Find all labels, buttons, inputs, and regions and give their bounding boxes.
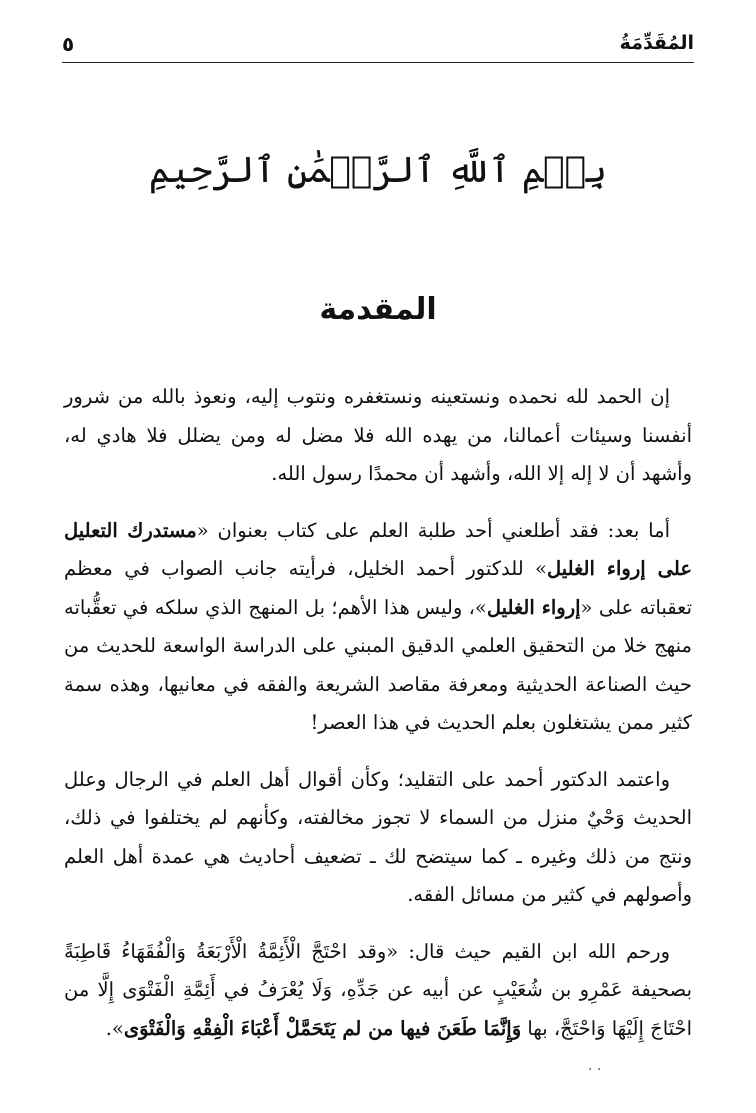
paragraph-2-text-a: أما بعد: فقد أطلعني أحد طلبة العلم على كتاب بعنوان « [196, 518, 670, 542]
quote-close: ». [105, 1016, 124, 1040]
paragraph-2-text-e: »، وليس هذا الأهم؛ بل المنهج الذي سلكه في تعقُّباته منهج خلا من التحقيق العلمي الدقيق المبني على الدراسة الواسعة للحديث من حيث الصناعة الحديثية ومعرفة مقاصد الشريعة والفقه في معانيها، وهذه سمة كثير ممن يشتغلون بعلم الحديث في هذا العصر! [64, 595, 692, 734]
basmala-heading: بِسۡمِ ٱللَّهِ ٱلرَّحۡمَٰنِ ٱلرَّحِيمِ [148, 150, 608, 191]
paragraph-3: واعتمد الدكتور أحمد على التقليد؛ وكأن أقوال أهل العلم في الرجال وعلل الحديث وَحْيٌ منزل من السماء لا تجوز مخالفته، وكأنهم لم يختلفوا في ذلك، ونتج من ذلك وغيره ـ كما سيتضح لك ـ تضعيف أحاديث هي عمدة أهل العلم وأصولهم في كثير من مسائل الفقه. [64, 767, 692, 906]
book-title-mustadrak: مستدرك التعليل على إرواء الغليل [64, 518, 692, 580]
quote-text: ورحم الله ابن القيم حيث قال: «وقد احْتَجَّ الْأَئِمَّةُ الْأَرْبَعَةُ وَالْفُقَهَاءُ قَاطِبَةً بصحيفة عَمْرِو بن شُعَيْبٍ عن أبيه عن جَدِّهِ، وَلَا يُعْرَفُ في أَئِمَّةِ الْفَتْوَى إِلَّا من احْتَاجَ إِلَيْهَا وَاحْتَجَّ، بها [64, 939, 692, 1040]
header-divider [62, 62, 694, 63]
section-title: المقدمة [319, 292, 437, 327]
paragraph-1: إن الحمد لله نحمده ونستعينه ونستغفره ونتوب إليه، ونعوذ بالله من شرور أنفسنا وسيئات أعمالنا، من يهده الله فلا مضل له ومن يضلل فلا هادي له، وأشهد أن لا إله إلا الله، وأشهد أن محمدًا رسول الله. [64, 385, 692, 485]
quote-emphasis: وَإِنَّمَا طَعَنَ فيها من لم يَتَحَمَّلْ أَعْبَاءَ الْفِقْهِ وَالْفَتْوَى [123, 1016, 522, 1040]
book-title-irwa: إرواء الغليل [486, 595, 581, 619]
page-header [62, 32, 694, 58]
paragraph-4 [64, 933, 692, 1049]
body-text [64, 378, 692, 1048]
page-specks: · · [588, 1062, 602, 1078]
paragraph-2-text-c: » للدكتور أحمد الخليل، فرأيته جانب الصواب في معظم تعقباته على « [64, 557, 692, 619]
running-header-title: المُقَدِّمَةُ [619, 32, 694, 54]
paragraph-2 [64, 512, 692, 743]
page-number: ٥ [62, 32, 75, 56]
